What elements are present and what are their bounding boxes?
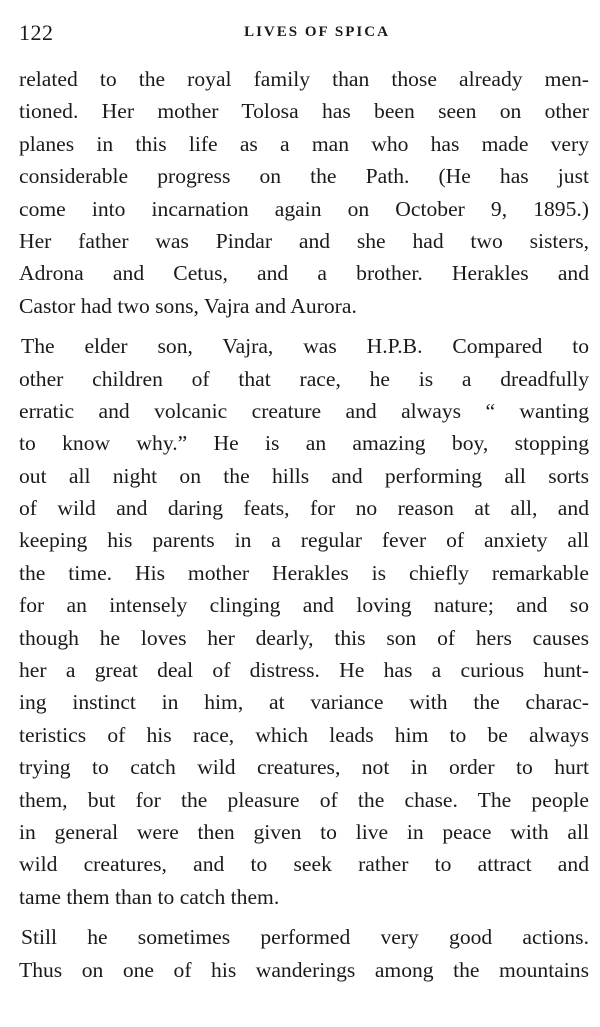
text-line: her a great deal of distress. He has a curious hunt- bbox=[19, 658, 589, 683]
text-line: out all night on the hills and performing all sorts bbox=[19, 463, 589, 488]
text-line: Castor had two sons, Vajra and Aurora. bbox=[19, 293, 357, 318]
text-line: the time. His mother Herakles is chiefly remarkable bbox=[19, 560, 589, 585]
text-line: tioned. Her mother Tolosa has been seen on other bbox=[19, 99, 589, 124]
text-line: trying to catch wild creatures, not in order to hurt bbox=[19, 755, 589, 780]
text-line: keeping his parents in a regular fever of anxiety all bbox=[19, 528, 589, 553]
book-page bbox=[19, 0, 589, 986]
paragraph bbox=[19, 330, 589, 913]
text-line: planes in this life as a man who has made very bbox=[19, 131, 589, 156]
page-number: 122 bbox=[19, 20, 54, 45]
text-line: in general were then given to live in peace with all bbox=[19, 819, 589, 844]
text-line: ing instinct in him, at variance with the charac- bbox=[19, 690, 589, 715]
paragraph bbox=[19, 63, 589, 322]
text-line: The elder son, Vajra, was H.P.B. Compared to bbox=[21, 334, 589, 359]
text-line: wild creatures, and to seek rather to attract and bbox=[19, 852, 589, 877]
text-line: Adrona and Cetus, and a brother. Herakles and bbox=[19, 261, 589, 286]
text-line: erratic and volcanic creature and always “ wanting bbox=[19, 398, 589, 423]
text-line: come into incarnation again on October 9, 1895.) bbox=[19, 196, 589, 221]
text-line: though he loves her dearly, this son of hers causes bbox=[19, 625, 589, 650]
text-line: them, but for the pleasure of the chase. The people bbox=[19, 787, 589, 812]
text-line: tame them than to catch them. bbox=[19, 884, 280, 909]
text-line: to know why.” He is an amazing boy, stopping bbox=[19, 431, 589, 456]
text-line: related to the royal family than those already men- bbox=[19, 67, 589, 91]
running-title: LIVES OF SPICA bbox=[244, 24, 390, 40]
text-line: other children of that race, he is a dreadfully bbox=[19, 366, 589, 391]
text-line: of wild and daring feats, for no reason at all, and bbox=[19, 496, 589, 521]
text-line: for an intensely clinging and loving nature; and so bbox=[19, 593, 589, 618]
page-header bbox=[19, 20, 589, 50]
body-text bbox=[19, 63, 589, 986]
text-line: teristics of his race, which leads him to be always bbox=[19, 722, 589, 747]
text-line: Still he sometimes performed very good actions. bbox=[21, 925, 589, 950]
paragraph bbox=[19, 921, 589, 986]
text-line: Thus on one of his wanderings among the mountains bbox=[19, 957, 589, 982]
text-line: Her father was Pindar and she had two sisters, bbox=[19, 228, 589, 253]
text-line: considerable progress on the Path. (He has just bbox=[19, 164, 589, 189]
